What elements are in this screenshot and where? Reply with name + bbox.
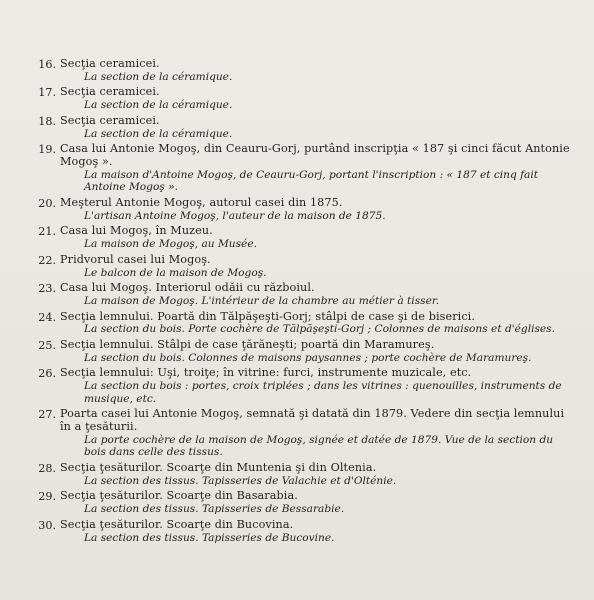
entry-romanian: Casa lui Antonie Mogoş, din Ceauru-Gorj, purtând inscripţia « 187 şi cinci făcut Antonie Mogoş ».: [60, 142, 570, 168]
entry-number: 24.: [38, 310, 56, 324]
entry-romanian: Secţia lemnului. Poartă din Tălpăşeşti-Gorj; stâlpi de case şi de biserici.: [60, 309, 476, 323]
entry-romanian: Secţia ţesăturilor. Scoarţe din Bucovina.: [60, 517, 294, 531]
list-item: [38, 224, 576, 251]
list-item: [38, 489, 576, 516]
list-item: [38, 252, 576, 279]
entry-romanian: Poarta casei lui Antonie Mogoş, semnată şi datată din 1879. Vedere din secţia lemnului în a ţesăturii.: [60, 407, 565, 434]
entry-french: La maison de Mogoş, au Musée.: [84, 238, 257, 251]
entry-number: 30.: [38, 518, 56, 532]
entry-number: 28.: [38, 462, 56, 476]
entry-french: L'artisan Antoine Mogoş, l'auteur de la maison de 1875.: [84, 209, 386, 222]
list-item: [38, 281, 576, 307]
entry-french: La maison de Mogoş. L'intérieur de la chambre au métier à tisser.: [84, 294, 440, 307]
list-item: [38, 461, 576, 487]
list-item: [38, 309, 576, 336]
entry-french: La section de la céramique.: [84, 70, 233, 83]
entry-number: 29.: [38, 490, 56, 504]
entry-romanian: Casa lui Mogoş. Interiorul odăii cu războiul.: [60, 281, 315, 295]
entry-french: La section de la céramique.: [84, 127, 233, 140]
entry-romanian: Casa lui Mogoş, în Muzeu.: [60, 224, 213, 238]
list-item: [38, 142, 576, 194]
entry-number: 25.: [38, 338, 56, 352]
entry-french: La section de la céramique.: [84, 99, 233, 112]
entry-number: 23.: [38, 282, 56, 296]
entry-romanian: Secţia ceramicei.: [60, 113, 160, 127]
entry-romanian: Secţia ceramicei.: [60, 85, 160, 99]
entry-number: 18.: [38, 114, 56, 128]
entry-number: 19.: [38, 143, 56, 157]
list-item: [38, 57, 576, 83]
entry-number: 27.: [38, 408, 56, 422]
entry-french: La section des tissus. Tapisseries de Bucovine.: [84, 531, 335, 544]
entry-romanian: Secţia ţesăturilor. Scoarţe din Basarabia.: [60, 489, 298, 503]
entry-romanian: Pridvorul casei lui Mogoş.: [60, 252, 211, 266]
entry-french: La maison d'Antoine Mogoş, de Ceauru-Gorj, portant l'inscription : « 187 et cinq fait Antoine Mogoş ».: [84, 168, 539, 194]
entry-french: La section du bois. Colonnes de maisons paysannes ; porte cochère de Maramureş.: [84, 351, 532, 364]
entry-french: La section des tissus. Tapisseries de Valachie et d'Olténie.: [84, 474, 397, 487]
list-item: [38, 366, 576, 405]
list-item: [38, 337, 576, 364]
list-item: [38, 113, 576, 140]
entry-number: 20.: [38, 196, 56, 210]
entry-romanian: Secţia ceramicei.: [60, 57, 160, 70]
entry-romanian: Meşterul Antonie Mogoş, autorul casei din 1875.: [60, 195, 343, 209]
entry-number: 26.: [38, 367, 56, 381]
list-item: [38, 85, 576, 112]
entry-french: Le balcon de la maison de Mogoş.: [84, 266, 267, 279]
entry-romanian: Secţia lemnului: Uşi, troiţe; în vitrine: furci, instrumente muzicale, etc.: [60, 366, 472, 380]
list-item: [38, 407, 576, 459]
entry-romanian: Secţia lemnului. Stâlpi de case ţărăneşti; poartă din Maramureş.: [60, 337, 435, 351]
list-item: [38, 195, 576, 222]
entry-french: La porte cochère de la maison de Mogoş, signée et datée de 1879. Vue de la section du bois dans celle des tissus.: [84, 433, 554, 459]
entry-french: La section du bois. Porte cochère de Tălpăşeşti-Gorj ; Colonnes de maisons et d'églises.: [84, 323, 555, 336]
entry-romanian: Secţia ţesăturilor. Scoarţe din Muntenia şi din Oltenia.: [60, 461, 377, 475]
entry-number: 22.: [38, 253, 56, 267]
entry-number: 17.: [38, 86, 56, 100]
entry-french: La section du bois : portes, croix triplées ; dans les vitrines : quenouilles, instruments de musique, etc.: [84, 380, 562, 405]
entry-french: La section des tissus. Tapisseries de Bessarabie.: [84, 503, 345, 516]
entry-number: 16.: [38, 58, 56, 71]
list-item: [38, 517, 576, 544]
entry-number: 21.: [38, 225, 56, 239]
